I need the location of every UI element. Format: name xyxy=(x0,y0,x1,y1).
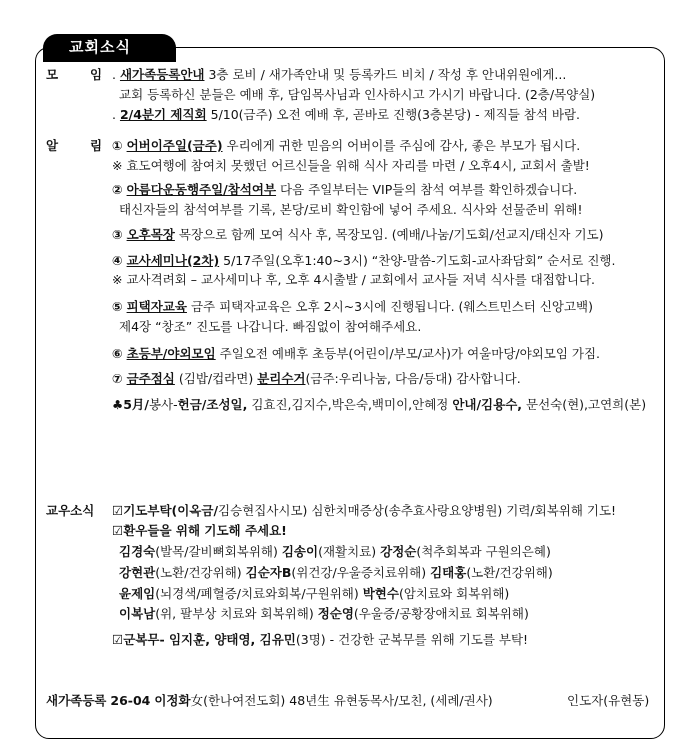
alim-item-2: ② 아름다운동행주일/참석여부 다음 주일부터는 VIP들의 참석 여부를 확인하겠습니다. xyxy=(112,182,578,197)
moim-line-2: 교회 등록하신 분들은 예배 후, 담임목사님과 인사하시고 가시기 바랍니다. (2층/목양실) xyxy=(119,87,596,102)
patient-row-2: 강현관(노환/건강위해) 김순자B(위건강/우울증치료위해) 김태홍(노환/건강위해) xyxy=(119,565,553,580)
alim-item-5-cont: 제4장 “창조” 진도를 나갑니다. 빠짐없이 참여해주세요. xyxy=(119,319,422,334)
checkbox-icon: ☑ xyxy=(112,503,124,518)
patient-row-1: 김경숙(발목/갈비뼈회복위해) 김송이(재활치료) 강정순(척추회복과 구원의은혜) xyxy=(119,544,551,559)
alim-item-6: ⑥ 초등부/야외모임 주일오전 예배후 초등부(어린이/부모/교사)가 여울마당/야외모임 가짐. xyxy=(112,346,601,361)
prayer-request-1: ☑기도부탁(이옥금/김승현집사시모) 심한치매증상(송추효사랑요양병원) 기력/회복위해 기도! xyxy=(112,503,617,518)
club-icon: ♣ xyxy=(112,397,124,412)
members-label: 교우소식 xyxy=(46,503,95,518)
alim-item-3: ③ 오후목장 목장으로 함께 모여 식사 후, 목장모임. (예배/나눔/기도회/선교지/태신자 기도) xyxy=(112,227,604,242)
moim-line1-head: 새가족등록안내 xyxy=(119,67,205,82)
moim-line3-rest: 5/10(금주) 오전 예배 후, 곧바로 진행(3층본당) - 제직들 참석 바람. xyxy=(206,107,581,122)
patient-row-3: 윤제임(뇌경색/폐혈증/치료와회복/구원위해) 박현수(암치료와 회복위해) xyxy=(119,586,510,601)
patient-row-4: 이복남(위, 팔부상 치료와 회복위해) 정순영(우울증/공황장애치료 회복위해) xyxy=(119,606,529,621)
checkbox-icon: ☑ xyxy=(112,632,124,647)
alim-label-a: 알 xyxy=(46,138,59,153)
header-title: 교회소식 xyxy=(69,38,131,56)
military-prayer: ☑군복무- 임지훈, 양태영, 김유민(3명) - 건강한 군복무를 위해 기도를 부탁! xyxy=(112,632,529,647)
alim-item-7: ⑦ 금주점심 (김밥/컵라면) 분리수거(금주:우리나눔, 다음/등대) 감사합니다. xyxy=(112,371,521,386)
moim-line1-rest: 3층 로비 / 새가족안내 및 등록카드 비치 / 작성 후 안내위원에게... xyxy=(204,67,567,82)
moim-line-1: . 새가족등록안내 3층 로비 / 새가족안내 및 등록카드 비치 / 작성 후 안내위원에게... xyxy=(112,67,567,82)
alim-item-4: ④ 교사세미나(2차) 5/17주일(오후1:40~3시) “찬양-말씀-기도회-교사좌담회” 순서로 진행. xyxy=(112,253,616,268)
alim-note-4: ※ 교사격려회 – 교사세미나 후, 오후 4시출발 / 교회에서 교사들 저녁 식사를 대접합니다. xyxy=(112,272,595,287)
moim-line-3: . 2/4분기 제직회 5/10(금주) 오전 예배 후, 곧바로 진행(3층본당) - 제직들 참석 바람. xyxy=(112,107,581,122)
moim-line3-head: 2/4분기 제직회 xyxy=(119,107,207,122)
alim-note-1: ※ 효도여행에 참여치 못했던 어르신들을 위해 식사 자리를 마련 / 오후4시, 교회서 출발! xyxy=(112,158,590,173)
checkbox-icon: ☑ xyxy=(112,523,124,538)
service-roster: ♣5月/봉사-헌금/조성일, 김효진,김지수,박은숙,백미이,안혜정 안내/김용수, 문선숙(현),고연희(본) xyxy=(112,397,647,412)
prayer-request-2: ☑환우들을 위해 기도해 주세요! xyxy=(112,523,287,538)
moim-label-a: 모 xyxy=(46,67,59,82)
newcomer-label: 새가족등록 xyxy=(46,693,107,708)
moim-label-b: 임 xyxy=(90,67,103,82)
alim-label-b: 림 xyxy=(90,138,103,153)
alim-item-1: ① 어버이주일(금주) 우리에게 귀한 믿음의 어버이를 주심에 감사, 좋은 부모가 됩시다. xyxy=(112,138,581,153)
alim-item-5: ⑤ 피택자교육 금주 피택자교육은 오후 2시~3시에 진행됩니다. (웨스트민스터 신앙고백) xyxy=(112,299,593,314)
alim-item-2-cont: 태신자들의 참석여부를 기록, 본당/로비 확인함에 넣어 주세요. 식사와 선물준비 위해! xyxy=(119,202,583,217)
newcomer-guide: 인도자(유현동) xyxy=(567,693,650,708)
newcomer-line: 새가족등록 26-04 이정화女(한나여전도회) 48년生 유현동목사/모친, (세례/권사) xyxy=(46,693,493,708)
